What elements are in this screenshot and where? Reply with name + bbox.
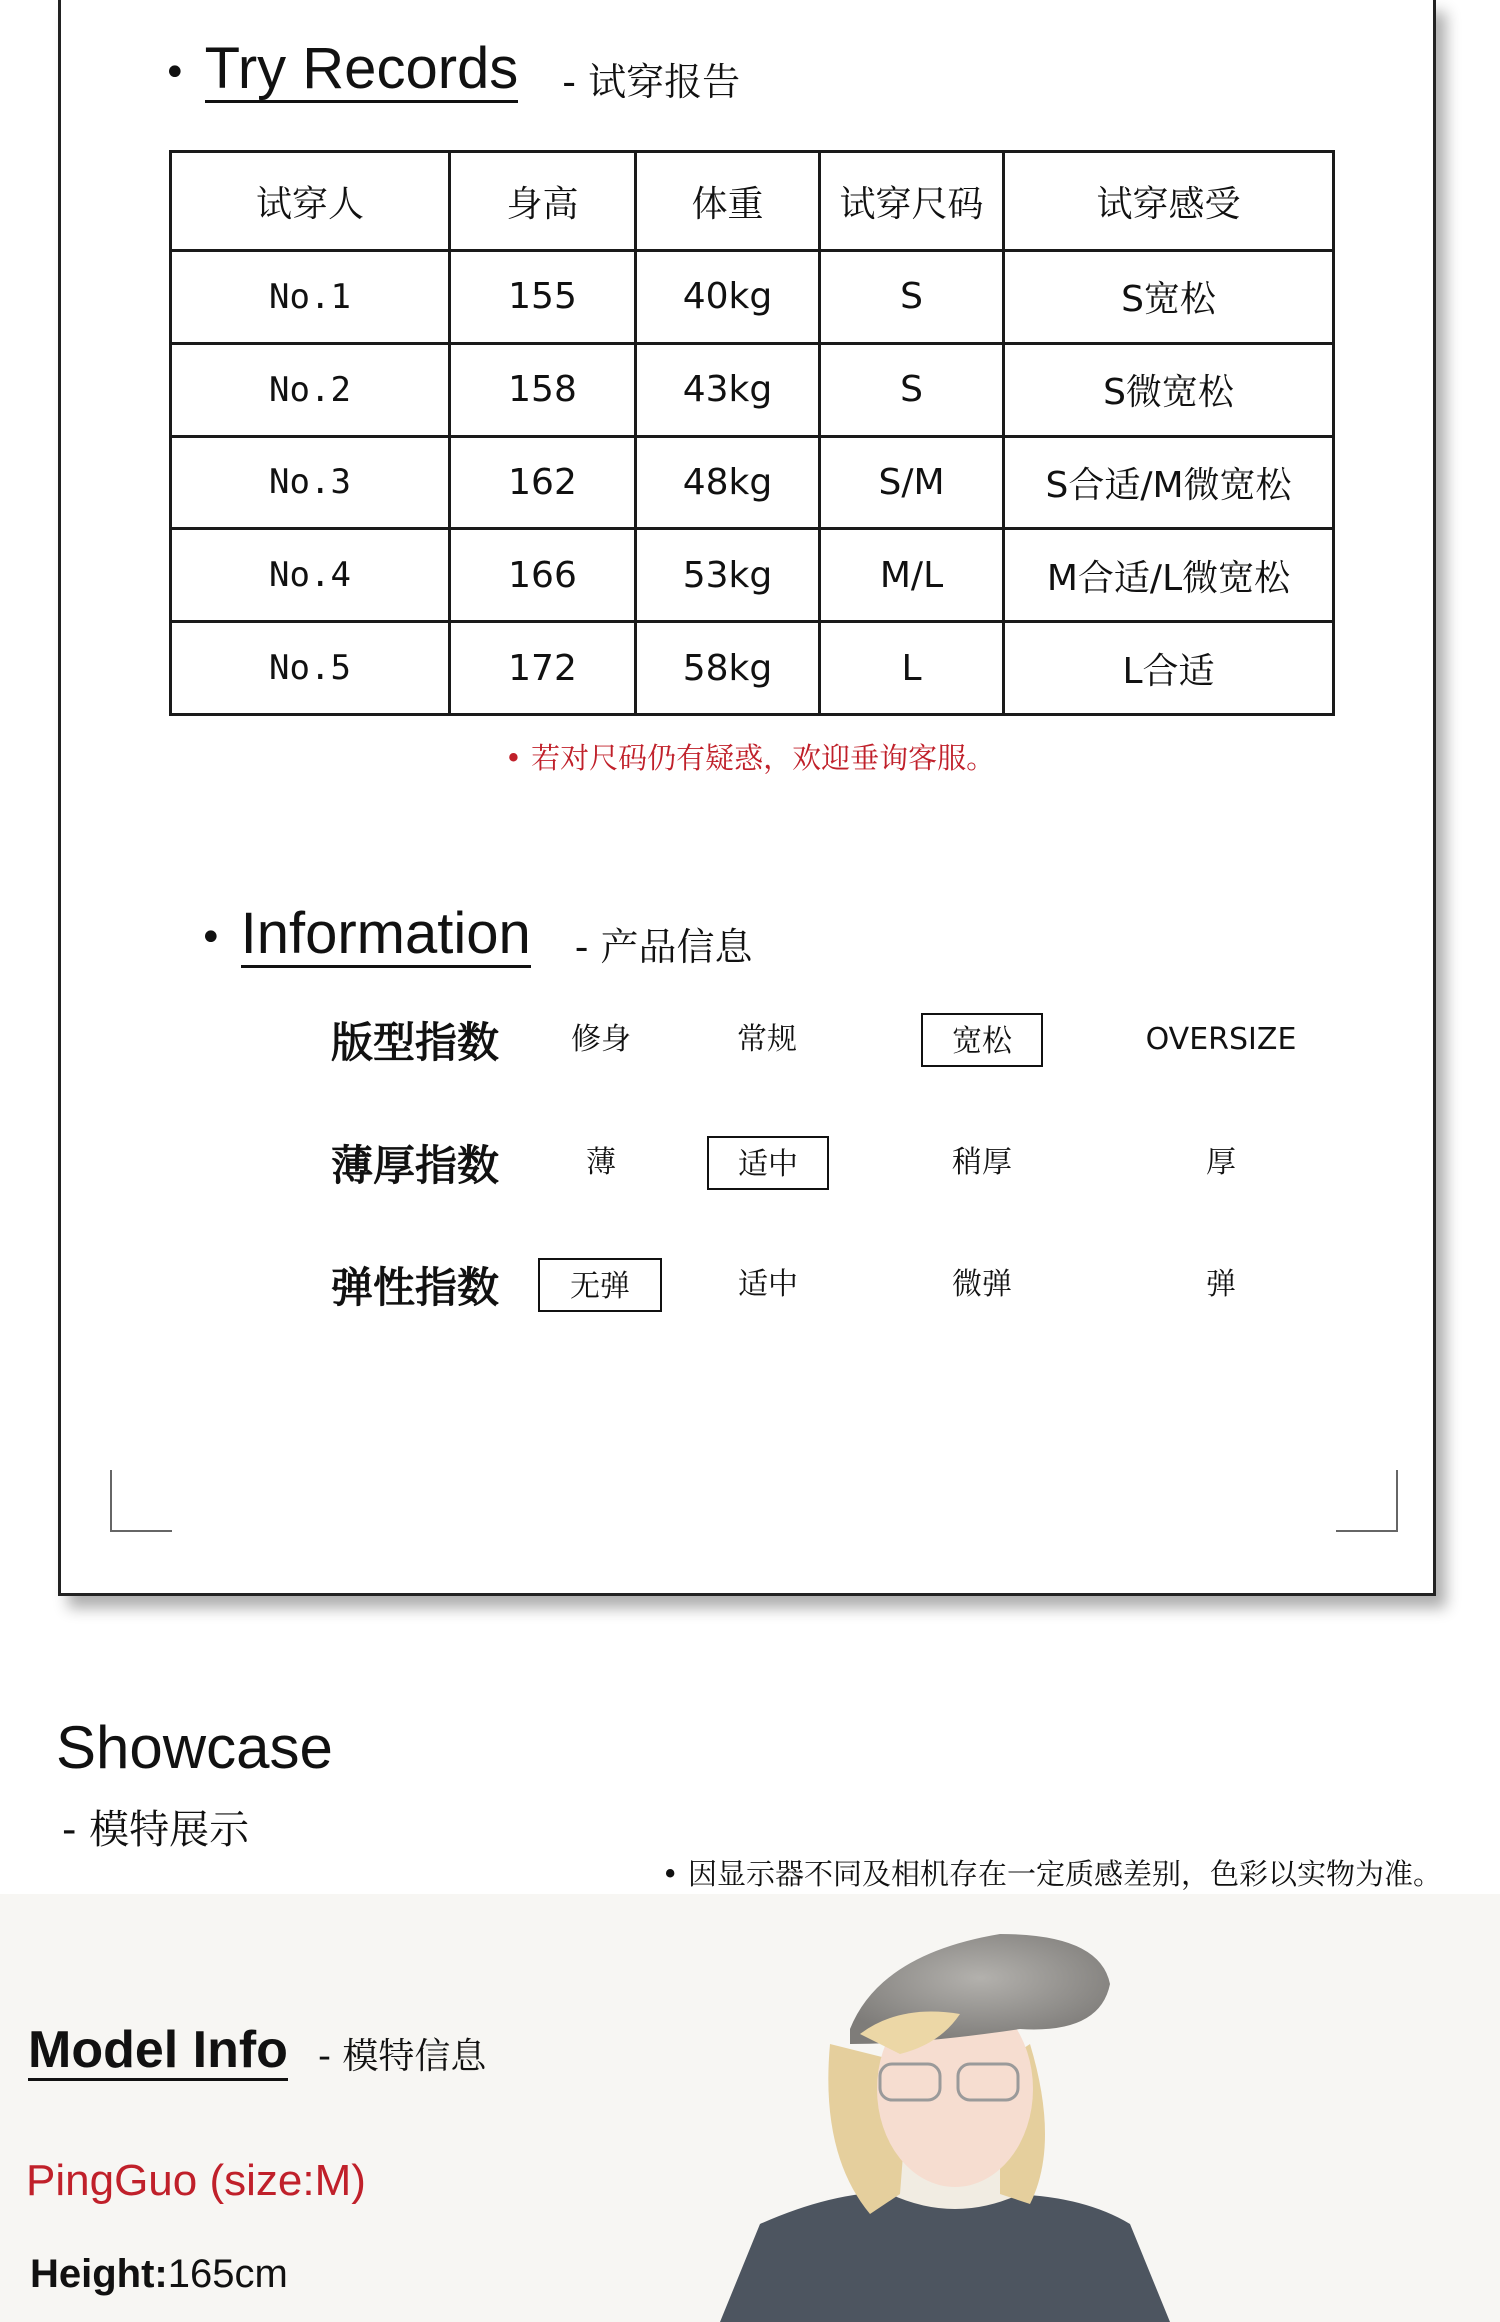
size-help-note: • 若对尺码仍有疑惑，欢迎垂询客服。 — [504, 741, 996, 775]
fit-index-label: 版型指数 — [331, 1018, 500, 1067]
height-label: Height: — [30, 2252, 168, 2296]
bullet-icon: • — [199, 915, 223, 961]
table-row — [171, 251, 1334, 344]
fit-option-oversize: OVERSIZE — [1145, 1022, 1297, 1057]
cell-feeling: S合适/M微宽松 — [1004, 436, 1334, 529]
cell-height: 172 — [450, 622, 636, 715]
cell-tester: No.3 — [171, 436, 450, 529]
header-tester: 试穿人 — [171, 152, 450, 251]
cell-weight: 43kg — [636, 343, 820, 436]
cell-tester: No.4 — [171, 529, 450, 622]
color-disclaimer: • 因显示器不同及相机存在一定质感差别，色彩以实物为准。 — [661, 1857, 1442, 1891]
model-info-subtitle: - 模特信息 — [317, 2036, 487, 2077]
jacket-shape — [720, 2192, 1170, 2322]
cell-feeling: L合适 — [1004, 622, 1334, 715]
thickness-option-slightly-thick: 稍厚 — [952, 1145, 1012, 1180]
model-info-section — [0, 1894, 1500, 2322]
cell-height: 162 — [450, 436, 636, 529]
size-report-card — [58, 0, 1436, 1596]
cell-feeling: S宽松 — [1004, 251, 1334, 344]
table-header-row — [171, 152, 1334, 251]
thickness-option-medium-selected: 适中 — [707, 1136, 829, 1190]
try-records-title: Try Records — [204, 36, 519, 101]
showcase-title: Showcase — [56, 1714, 333, 1781]
cell-feeling: S微宽松 — [1004, 343, 1334, 436]
elasticity-option-slight: 微弹 — [952, 1267, 1012, 1302]
information-title: Information — [240, 901, 531, 966]
cell-size: S — [820, 343, 1004, 436]
table-row — [171, 436, 1334, 529]
header-feeling: 试穿感受 — [1004, 152, 1334, 251]
try-records-subtitle: - 试穿报告 — [562, 60, 741, 104]
information-heading — [199, 901, 753, 969]
try-records-heading — [163, 36, 741, 104]
header-weight: 体重 — [636, 152, 820, 251]
cell-weight: 58kg — [636, 622, 820, 715]
cell-weight: 48kg — [636, 436, 820, 529]
model-name: PingGuo (size:M) — [26, 2156, 366, 2205]
cell-size: S/M — [820, 436, 1004, 529]
header-size: 试穿尺码 — [820, 152, 1004, 251]
model-height — [30, 2252, 288, 2297]
height-value: 165cm — [167, 2252, 288, 2296]
cell-height: 158 — [450, 343, 636, 436]
cell-weight: 40kg — [636, 251, 820, 344]
model-info-title: Model Info — [28, 2021, 288, 2079]
cell-size: S — [820, 251, 1004, 344]
thickness-index-label: 薄厚指数 — [331, 1141, 500, 1190]
cell-tester: No.2 — [171, 343, 450, 436]
information-subtitle: - 产品信息 — [574, 925, 753, 969]
model-info-heading — [28, 2021, 487, 2081]
cell-tester: No.5 — [171, 622, 450, 715]
showcase-subtitle: - 模特展示 — [62, 1807, 250, 1853]
elasticity-option-none-selected: 无弹 — [538, 1258, 662, 1312]
elasticity-index-label: 弹性指数 — [331, 1263, 500, 1312]
fit-option-slim: 修身 — [571, 1022, 631, 1057]
cell-tester: No.1 — [171, 251, 450, 344]
cell-height: 155 — [450, 251, 636, 344]
cell-feeling: M合适/L微宽松 — [1004, 529, 1334, 622]
cell-size: M/L — [820, 529, 1004, 622]
fit-option-loose-selected: 宽松 — [921, 1013, 1043, 1067]
fit-option-regular: 常规 — [737, 1022, 797, 1057]
corner-mark-left — [110, 1470, 172, 1532]
table-row — [171, 343, 1334, 436]
cell-size: L — [820, 622, 1004, 715]
thickness-option-thin: 薄 — [586, 1145, 616, 1180]
try-records-table — [169, 150, 1335, 716]
header-height: 身高 — [450, 152, 636, 251]
corner-mark-right — [1336, 1470, 1398, 1532]
thickness-option-thick: 厚 — [1206, 1145, 1236, 1180]
elasticity-option-elastic: 弹 — [1206, 1267, 1236, 1302]
model-photo — [700, 1894, 1220, 2322]
elasticity-option-medium: 适中 — [738, 1267, 798, 1302]
cell-weight: 53kg — [636, 529, 820, 622]
table-row — [171, 622, 1334, 715]
bullet-icon: • — [163, 50, 187, 96]
table-row — [171, 529, 1334, 622]
cell-height: 166 — [450, 529, 636, 622]
